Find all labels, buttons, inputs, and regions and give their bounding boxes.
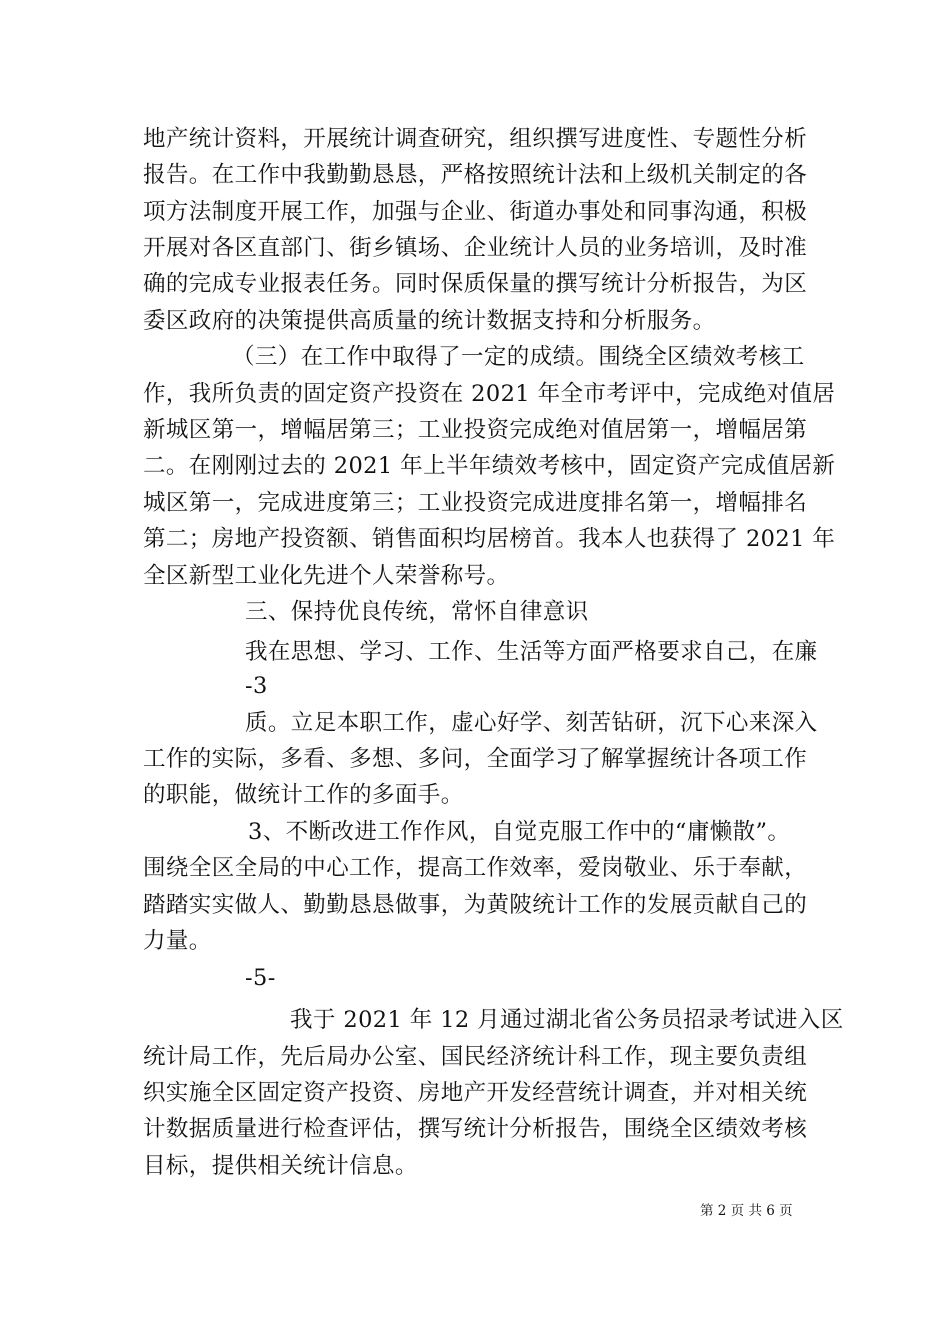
text-line: 二。在刚刚过去的 2021 年上半年绩效考核中，固定资产完成值居新 bbox=[143, 453, 836, 479]
section-heading: 三、保持优良传统，常怀自律意识 bbox=[245, 599, 589, 625]
text-line: 作，我所负责的固定资产投资在 2021 年全市考评中，完成绝对值居 bbox=[143, 381, 836, 407]
text-line: 织实施全区固定资产投资、房地产开发经营统计调查，并对相关统 bbox=[143, 1080, 808, 1106]
text-line: 报告。在工作中我勤勤恳恳，严格按照统计法和上级机关制定的各 bbox=[143, 162, 808, 188]
text-line: 城区第一，完成进度第三；工业投资完成进度排名第一，增幅排名 bbox=[143, 490, 808, 516]
text-line: 质。立足本职工作，虚心好学、刻苦钻研，沉下心来深入 bbox=[245, 710, 818, 736]
text-line: 3、不断改进工作作风，自觉克服工作中的“庸懒散”。 bbox=[248, 819, 791, 845]
text-line: 第二；房地产投资额、销售面积均居榜首。我本人也获得了 2021 年 bbox=[143, 526, 836, 552]
text-line: 地产统计资料，开展统计调查研究，组织撰写进度性、专题性分析 bbox=[143, 126, 808, 152]
text-line: 目标，提供相关统计信息。 bbox=[143, 1153, 418, 1179]
page-footer: 第 2 页 共 6 页 bbox=[700, 1203, 793, 1219]
text-line: 新城区第一，增幅居第三；工业投资完成绝对值居第一，增幅居第 bbox=[143, 417, 808, 443]
text-line: 的职能，做统计工作的多面手。 bbox=[143, 782, 464, 808]
text-line: 确的完成专业报表任务。同时保质保量的撰写统计分析报告，为区 bbox=[143, 271, 808, 297]
text-line: 力量。 bbox=[143, 928, 212, 954]
text-line: 全区新型工业化先进个人荣誉称号。 bbox=[143, 563, 510, 589]
text-line: 项方法制度开展工作，加强与企业、街道办事处和同事沟通，积极 bbox=[143, 199, 808, 225]
page-marker: -3 bbox=[245, 673, 268, 699]
text-line: 我在思想、学习、工作、生活等方面严格要求自己，在廉 bbox=[245, 639, 818, 665]
page-marker: -5- bbox=[245, 965, 276, 991]
text-line: 我于 2021 年 12 月通过湖北省公务员招录考试进入区 bbox=[290, 1007, 844, 1033]
text-line: 踏踏实实做人、勤勤恳恳做事，为黄陂统计工作的发展贡献自己的 bbox=[143, 892, 808, 918]
text-line: 开展对各区直部门、街乡镇场、企业统计人员的业务培训，及时准 bbox=[143, 235, 808, 261]
text-line: 计数据质量进行检查评估，撰写统计分析报告，围绕全区绩效考核 bbox=[143, 1116, 808, 1142]
text-line: 统计局工作，先后局办公室、国民经济统计科工作，现主要负责组 bbox=[143, 1044, 808, 1070]
text-line: 围绕全区全局的中心工作，提高工作效率，爱岗敬业、乐于奉献， bbox=[143, 855, 808, 881]
text-line: 委区政府的决策提供高质量的统计数据支持和分析服务。 bbox=[143, 308, 716, 334]
text-line: （三）在工作中取得了一定的成绩。围绕全区绩效考核工 bbox=[232, 344, 805, 370]
text-line: 工作的实际，多看、多想、多问，全面学习了解掌握统计各项工作 bbox=[143, 746, 808, 772]
